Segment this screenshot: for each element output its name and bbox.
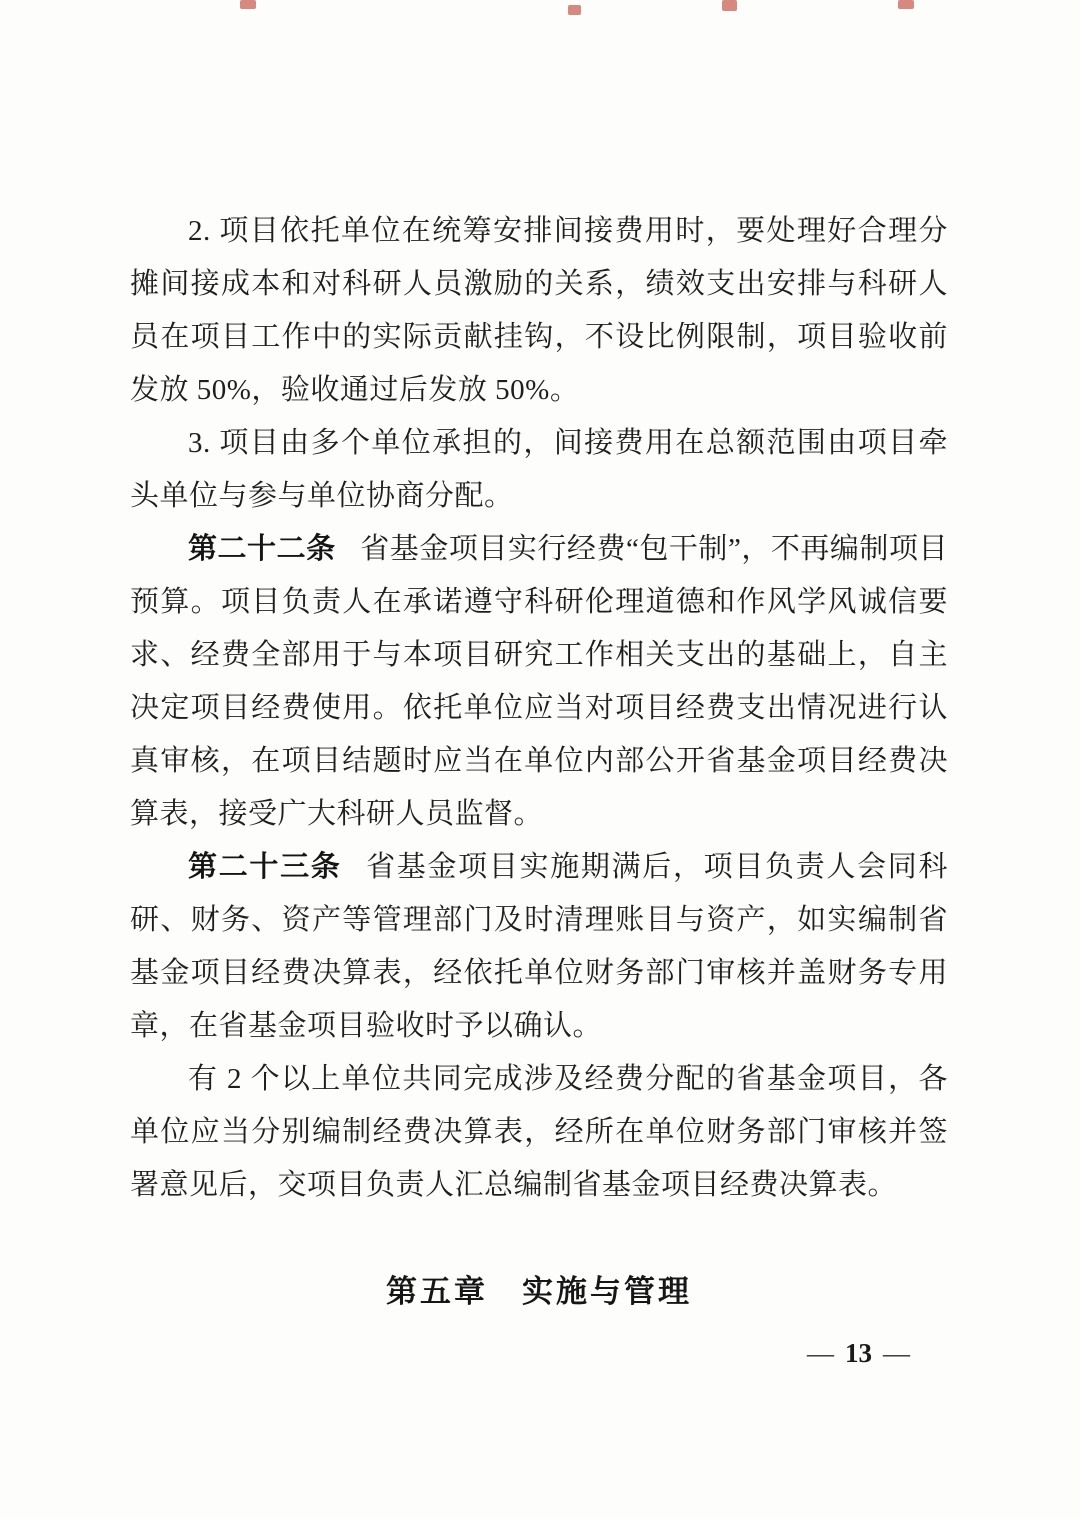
paragraph: [130, 523, 948, 841]
page-number-dash-left: —: [807, 1338, 834, 1368]
article-number: 第二十三条: [188, 851, 342, 883]
article-number: 第二十二条: [188, 533, 336, 565]
page-number-dash-right: —: [883, 1338, 910, 1368]
paragraph-text: 3. 项目由多个单位承担的，间接费用在总额范围由项目牵头单位与参与单位协商分配。: [130, 427, 948, 512]
scan-artifact: [722, 0, 737, 11]
scan-artifact: [240, 0, 256, 9]
scan-artifact: [568, 5, 581, 15]
paragraph: [130, 417, 948, 523]
page-body: [130, 205, 948, 1318]
paragraph-text: 省基金项目实施期满后，项目负责人会同科研、财务、资产等管理部门及时清理账目与资产，如实编制省基金项目经费决算表，经依托单位财务部门审核并盖财务专用章，在省基金项目验收时予以确认。: [130, 851, 948, 1042]
paragraph-text: 省基金项目实行经费“包干制”，不再编制项目预算。项目负责人在承诺遵守科研伦理道德和作风学风诚信要求、经费全部用于与本项目研究工作相关支出的基础上，自主决定项目经费使用。依托单位应当对项目经费支出情况进行认真审核，在项目结题时应当在单位内部公开省基金项目经费决算表，接受广大科研人员监督。: [130, 533, 948, 830]
paragraph-text: 有 2 个以上单位共同完成涉及经费分配的省基金项目，各单位应当分别编制经费决算表，经所在单位财务部门审核并签署意见后，交项目负责人汇总编制省基金项目经费决算表。: [130, 1063, 948, 1201]
scan-artifact: [898, 0, 914, 9]
paragraph: [130, 205, 948, 417]
chapter-heading: 第五章 实施与管理: [386, 1274, 692, 1309]
paragraph-text: 2. 项目依托单位在统筹安排间接费用时，要处理好合理分摊间接成本和对科研人员激励的关系，绩效支出安排与科研人员在项目工作中的实际贡献挂钩，不设比例限制，项目验收前发放 50%，验收通过后发放 50%。: [130, 215, 948, 406]
page-number: [807, 1338, 910, 1369]
paragraph: [130, 841, 948, 1053]
paragraph: [130, 1053, 948, 1212]
page-number-value: 13: [845, 1338, 872, 1368]
